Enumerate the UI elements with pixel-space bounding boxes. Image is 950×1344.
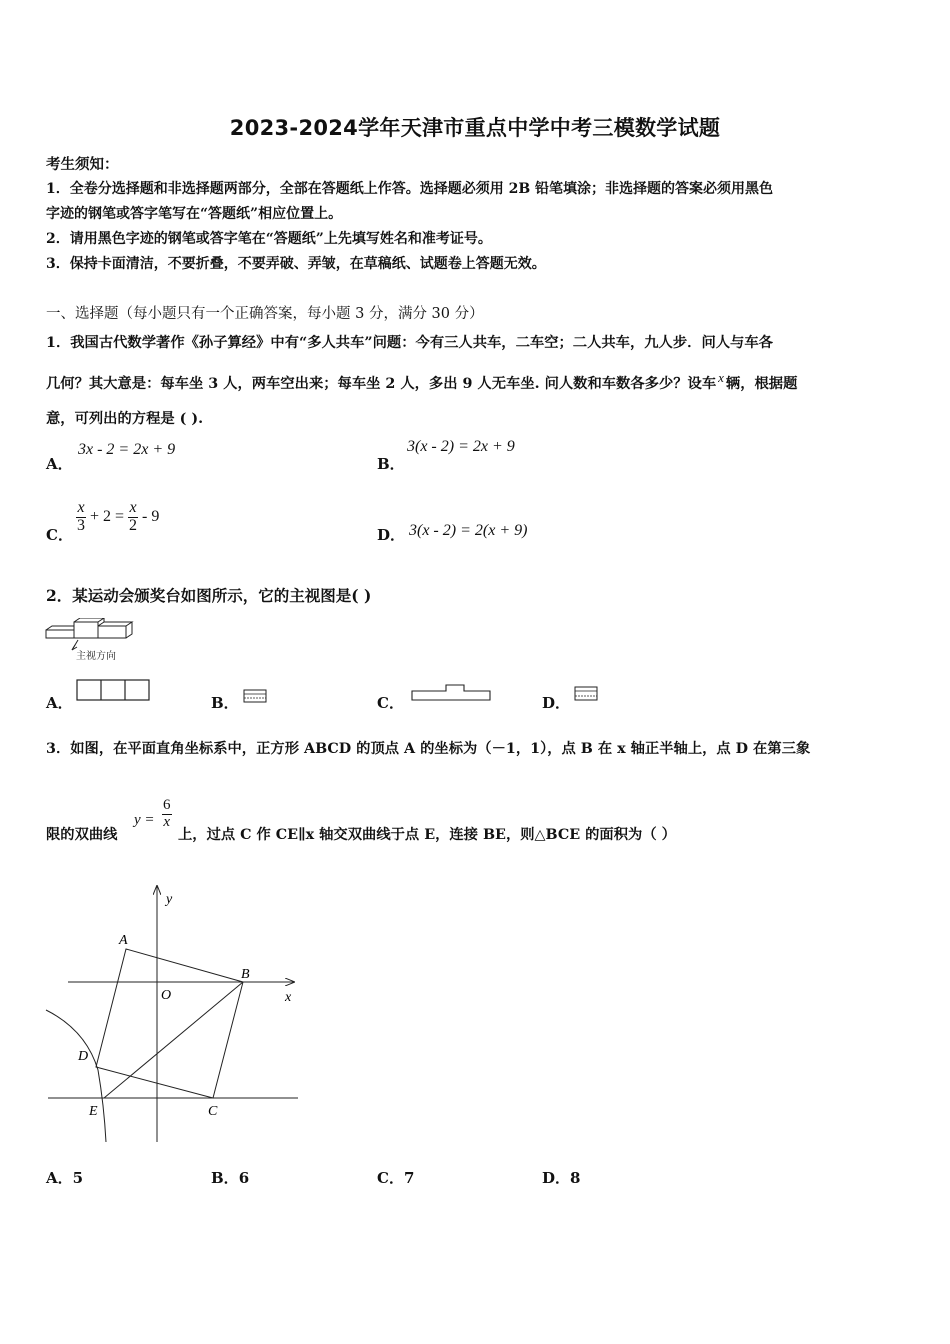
label-d: D xyxy=(78,1049,89,1064)
q1-stem-line-2: 几何？其大意是：每车坐 3 人，两车空出来；每车坐 2 人，多出 9 人无车坐. 问人数和车数各多少？设车 x 辆，根据题 xyxy=(46,370,798,392)
label-c: C xyxy=(208,1104,218,1119)
q1-stem-line-1: 1．我国古代数学著作《孙子算经》中有“多人共车”问题：今有三人共车，二车空；二人共车，九人步．问人与车各 xyxy=(46,335,773,351)
q2-option-d-figure[interactable] xyxy=(574,686,600,704)
q2-stem: 2．某运动会颁奖台如图所示，它的主视图是( ) xyxy=(46,586,372,605)
notice-line-3: 3．保持卡面清洁，不要折叠，不要弄破、弄皱，在草稿纸、试题卷上答题无效。 xyxy=(46,256,546,272)
q1-option-d-expr[interactable]: 3(x - 2) = 2(x + 9) xyxy=(409,522,528,539)
podium-figure xyxy=(44,618,136,662)
view-direction-caption: 主视方向 xyxy=(76,651,116,662)
q2-option-c-label[interactable]: C． xyxy=(377,694,404,712)
segment-be xyxy=(104,982,243,1098)
q3-option-c[interactable]: C．7 xyxy=(377,1169,415,1187)
q3-stem-line-2a: 限的双曲线 xyxy=(46,827,118,843)
q3-option-a[interactable]: A．5 xyxy=(46,1169,84,1187)
q3-function-y: y = xyxy=(134,812,155,828)
square-abcd xyxy=(96,949,243,1098)
hyperbola-branch xyxy=(46,1010,106,1142)
q1-option-b-expr[interactable]: 3(x - 2) = 2x + 9 xyxy=(407,438,515,455)
notice-line-1b: 字迹的钢笔或答字笔写在“答题纸”相应位置上。 xyxy=(46,206,343,222)
label-e: E xyxy=(89,1104,98,1119)
q1-option-d-label[interactable]: D． xyxy=(377,526,406,544)
notice-line-1a: 1．全卷分选择题和非选择题两部分，全部在答题纸上作答。选择题必须用 2B 铅笔填涂；非选择题的答案必须用黑色 xyxy=(46,181,774,197)
q1-option-c-label[interactable]: C． xyxy=(46,526,73,544)
page-title: 2023-2024学年天津市重点中学中考三模数学试题 xyxy=(229,116,721,140)
notice-heading: 考生须知： xyxy=(46,156,119,173)
q2-option-b-figure[interactable] xyxy=(243,689,269,705)
q3-option-b[interactable]: B．6 xyxy=(211,1169,250,1187)
q1-stem-line-3: 意，可列出的方程是 ( ). xyxy=(46,411,204,427)
label-o: O xyxy=(161,988,172,1003)
q2-option-a-figure[interactable] xyxy=(76,679,152,703)
section-heading: 一、选择题（每小题只有一个正确答案，每小题 3 分，满分 30 分） xyxy=(46,306,484,322)
q3-option-d[interactable]: D．8 xyxy=(542,1169,581,1187)
q3-coordinate-figure xyxy=(40,880,302,1146)
q2-option-d-label[interactable]: D． xyxy=(542,694,571,712)
q2-option-b-label[interactable]: B． xyxy=(211,694,239,712)
q1-option-b-label[interactable]: B． xyxy=(377,455,405,473)
q1-option-c-expr[interactable]: $\frac{x}{3}$ + 2 = $\frac{x}{2}$ - 9 xyxy=(77,499,160,534)
q2-option-a-label[interactable]: A． xyxy=(46,694,73,712)
notice-line-2: 2．请用黑色字迹的钢笔或答字笔在“答题纸”上先填写姓名和准考证号。 xyxy=(46,231,492,247)
q2-option-c-figure[interactable] xyxy=(410,684,494,704)
q3-function-fraction: $\frac{6}{x}$ xyxy=(163,797,171,830)
label-x: x xyxy=(285,990,292,1005)
q3-stem-line-1: 3．如图，在平面直角坐标系中，正方形 ABCD 的顶点 A 的坐标为（－1，1），点 B 在 x 轴正半轴上，点 D 在第三象 xyxy=(46,741,811,757)
q3-stem-line-2b: 上，过点 C 作 CE∥x 轴交双曲线于点 E，连接 BE，则△BCE 的面积为（ ） xyxy=(178,827,676,843)
label-a: A xyxy=(119,933,128,948)
label-b: B xyxy=(241,967,250,982)
q1-option-a-expr[interactable]: 3x - 2 = 2x + 9 xyxy=(78,441,176,458)
q1-option-a-label[interactable]: A． xyxy=(46,455,73,473)
label-y: y xyxy=(166,892,173,907)
